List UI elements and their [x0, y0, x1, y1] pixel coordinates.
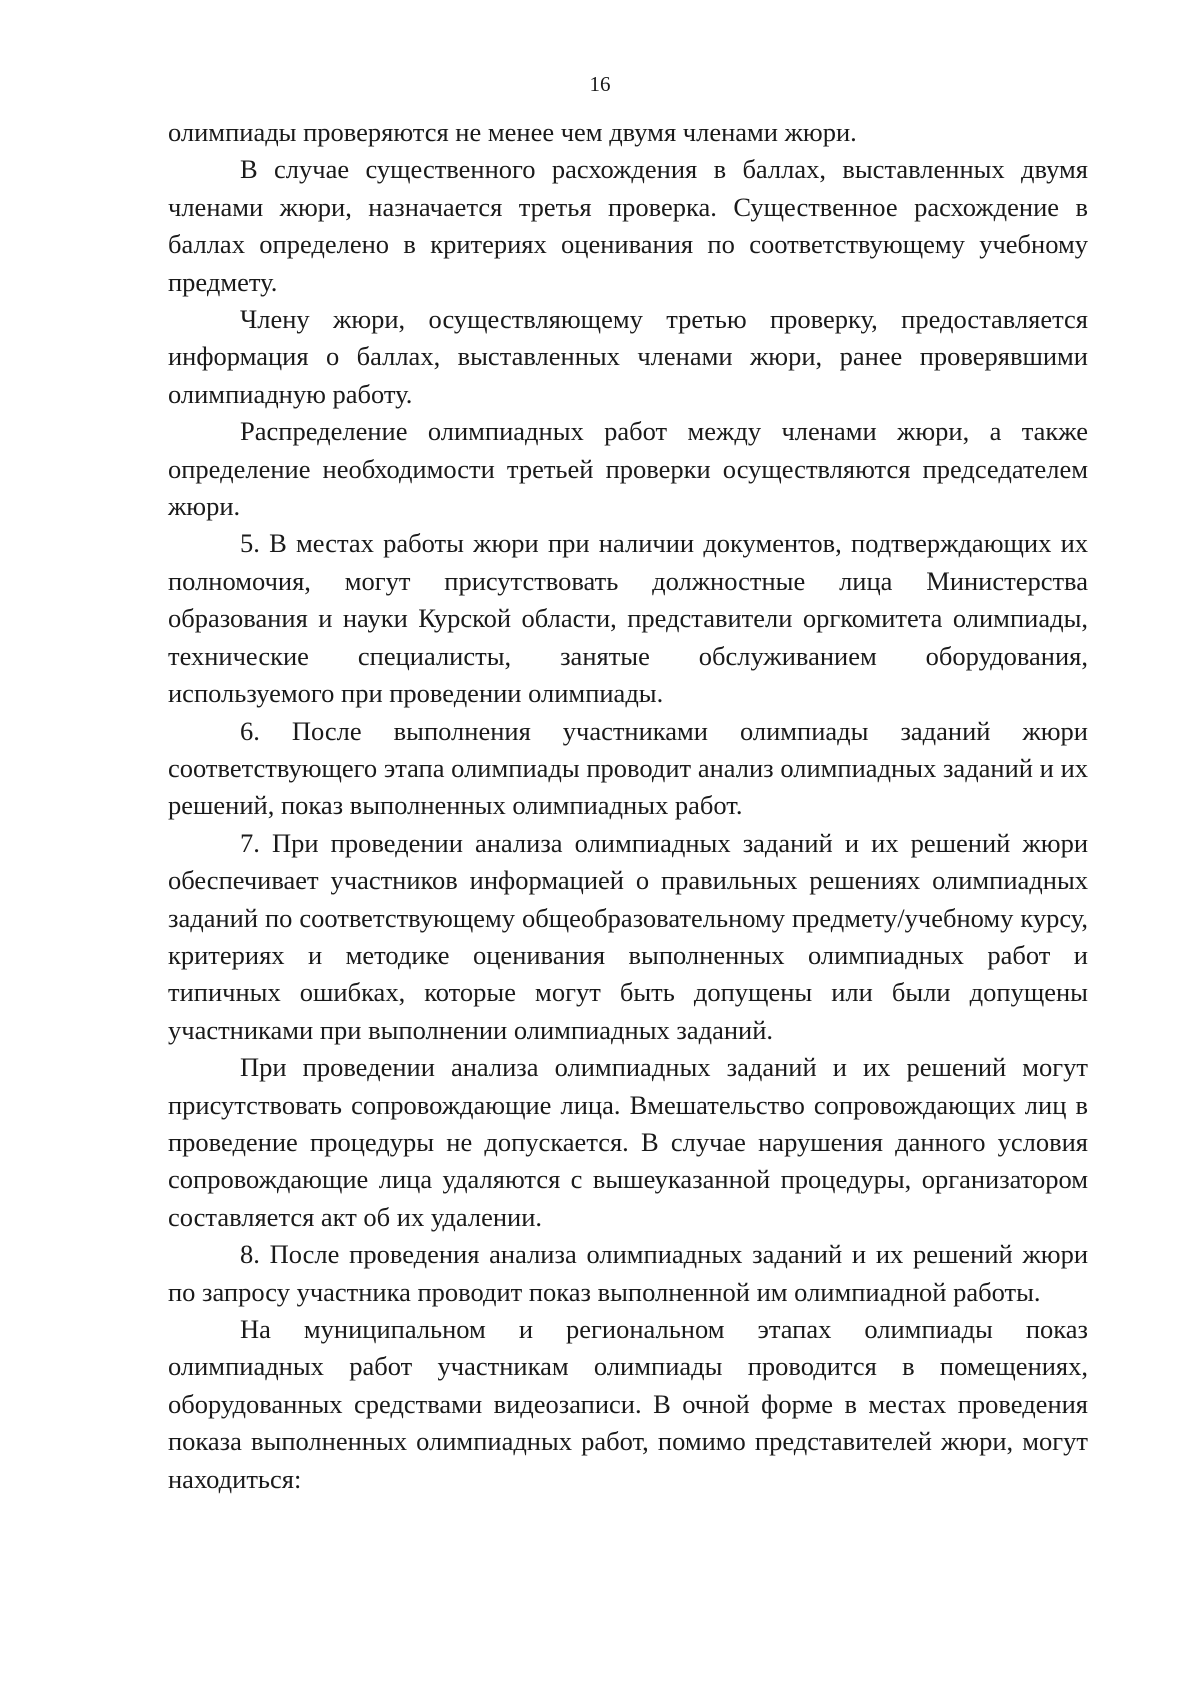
document-body	[168, 114, 1088, 1498]
paragraph-distribution: Распределение олимпиадных работ между членами жюри, а также определение необходимости третьей проверки осуществляются председателем жюри.	[168, 416, 1088, 522]
paragraph-item-8: 8. После проведения анализа олимпиадных заданий и их решений жюри по запросу участника проводит показ выполненной им олимпиадной работы.	[168, 1239, 1088, 1307]
page-number: 16	[589, 72, 611, 96]
paragraph-third-check: В случае существенного расхождения в баллах, выставленных двумя членами жюри, назначается третья проверка. Существенное расхождение в баллах определено в критериях оценивания по соответствующему учебному предмету.	[168, 154, 1088, 297]
paragraph-continuation: олимпиады проверяются не менее чем двумя членами жюри.	[168, 117, 857, 147]
paragraph-showing-works: На муниципальном и региональном этапах олимпиады показ олимпиадных работ участникам олимпиады проводится в помещениях, оборудованных средствами видеозаписи. В очной форме в местах проведения показа выполненных олимпиадных работ, помимо представителей жюри, могут находиться:	[168, 1314, 1088, 1494]
paragraph-item-5: 5. В местах работы жюри при наличии документов, подтверждающих их полномочия, могут присутствовать должностные лица Министерства образования и науки Курской области, представители оргкомитета олимпиады, технические специалисты, занятые обслуживанием оборудования, используемого при проведении олимпиады.	[168, 528, 1088, 709]
paragraph-item-6: 6. После выполнения участниками олимпиады заданий жюри соответствующего этапа олимпиады проводит анализ олимпиадных заданий и их решений, показ выполненных олимпиадных работ.	[168, 715, 1088, 821]
paragraph-item-7: 7. При проведении анализа олимпиадных заданий и их решений жюри обеспечивает участников информацией о правильных решениях олимпиадных заданий по соответствующему общеобразовательному предмету/учебному курсу, критериях и методике оценивания выполненных олимпиадных работ и типичных ошибках, которые могут быть допущены или были допущены участниками при выполнении олимпиадных заданий.	[168, 827, 1088, 1045]
paragraph-third-check-info: Члену жюри, осуществляющему третью проверку, предоставляется информация о баллах, выставленных членами жюри, ранее проверявшими олимпиадную работу.	[168, 304, 1088, 409]
paragraph-accompanying-persons: При проведении анализа олимпиадных заданий и их решений могут присутствовать сопровождающие лица. Вмешательство сопровождающих лиц в проведение процедуры не допускается. В случае нарушения данного условия сопровождающие лица удаляются с вышеуказанной процедуры, организатором составляется акт об их удалении.	[168, 1052, 1088, 1232]
